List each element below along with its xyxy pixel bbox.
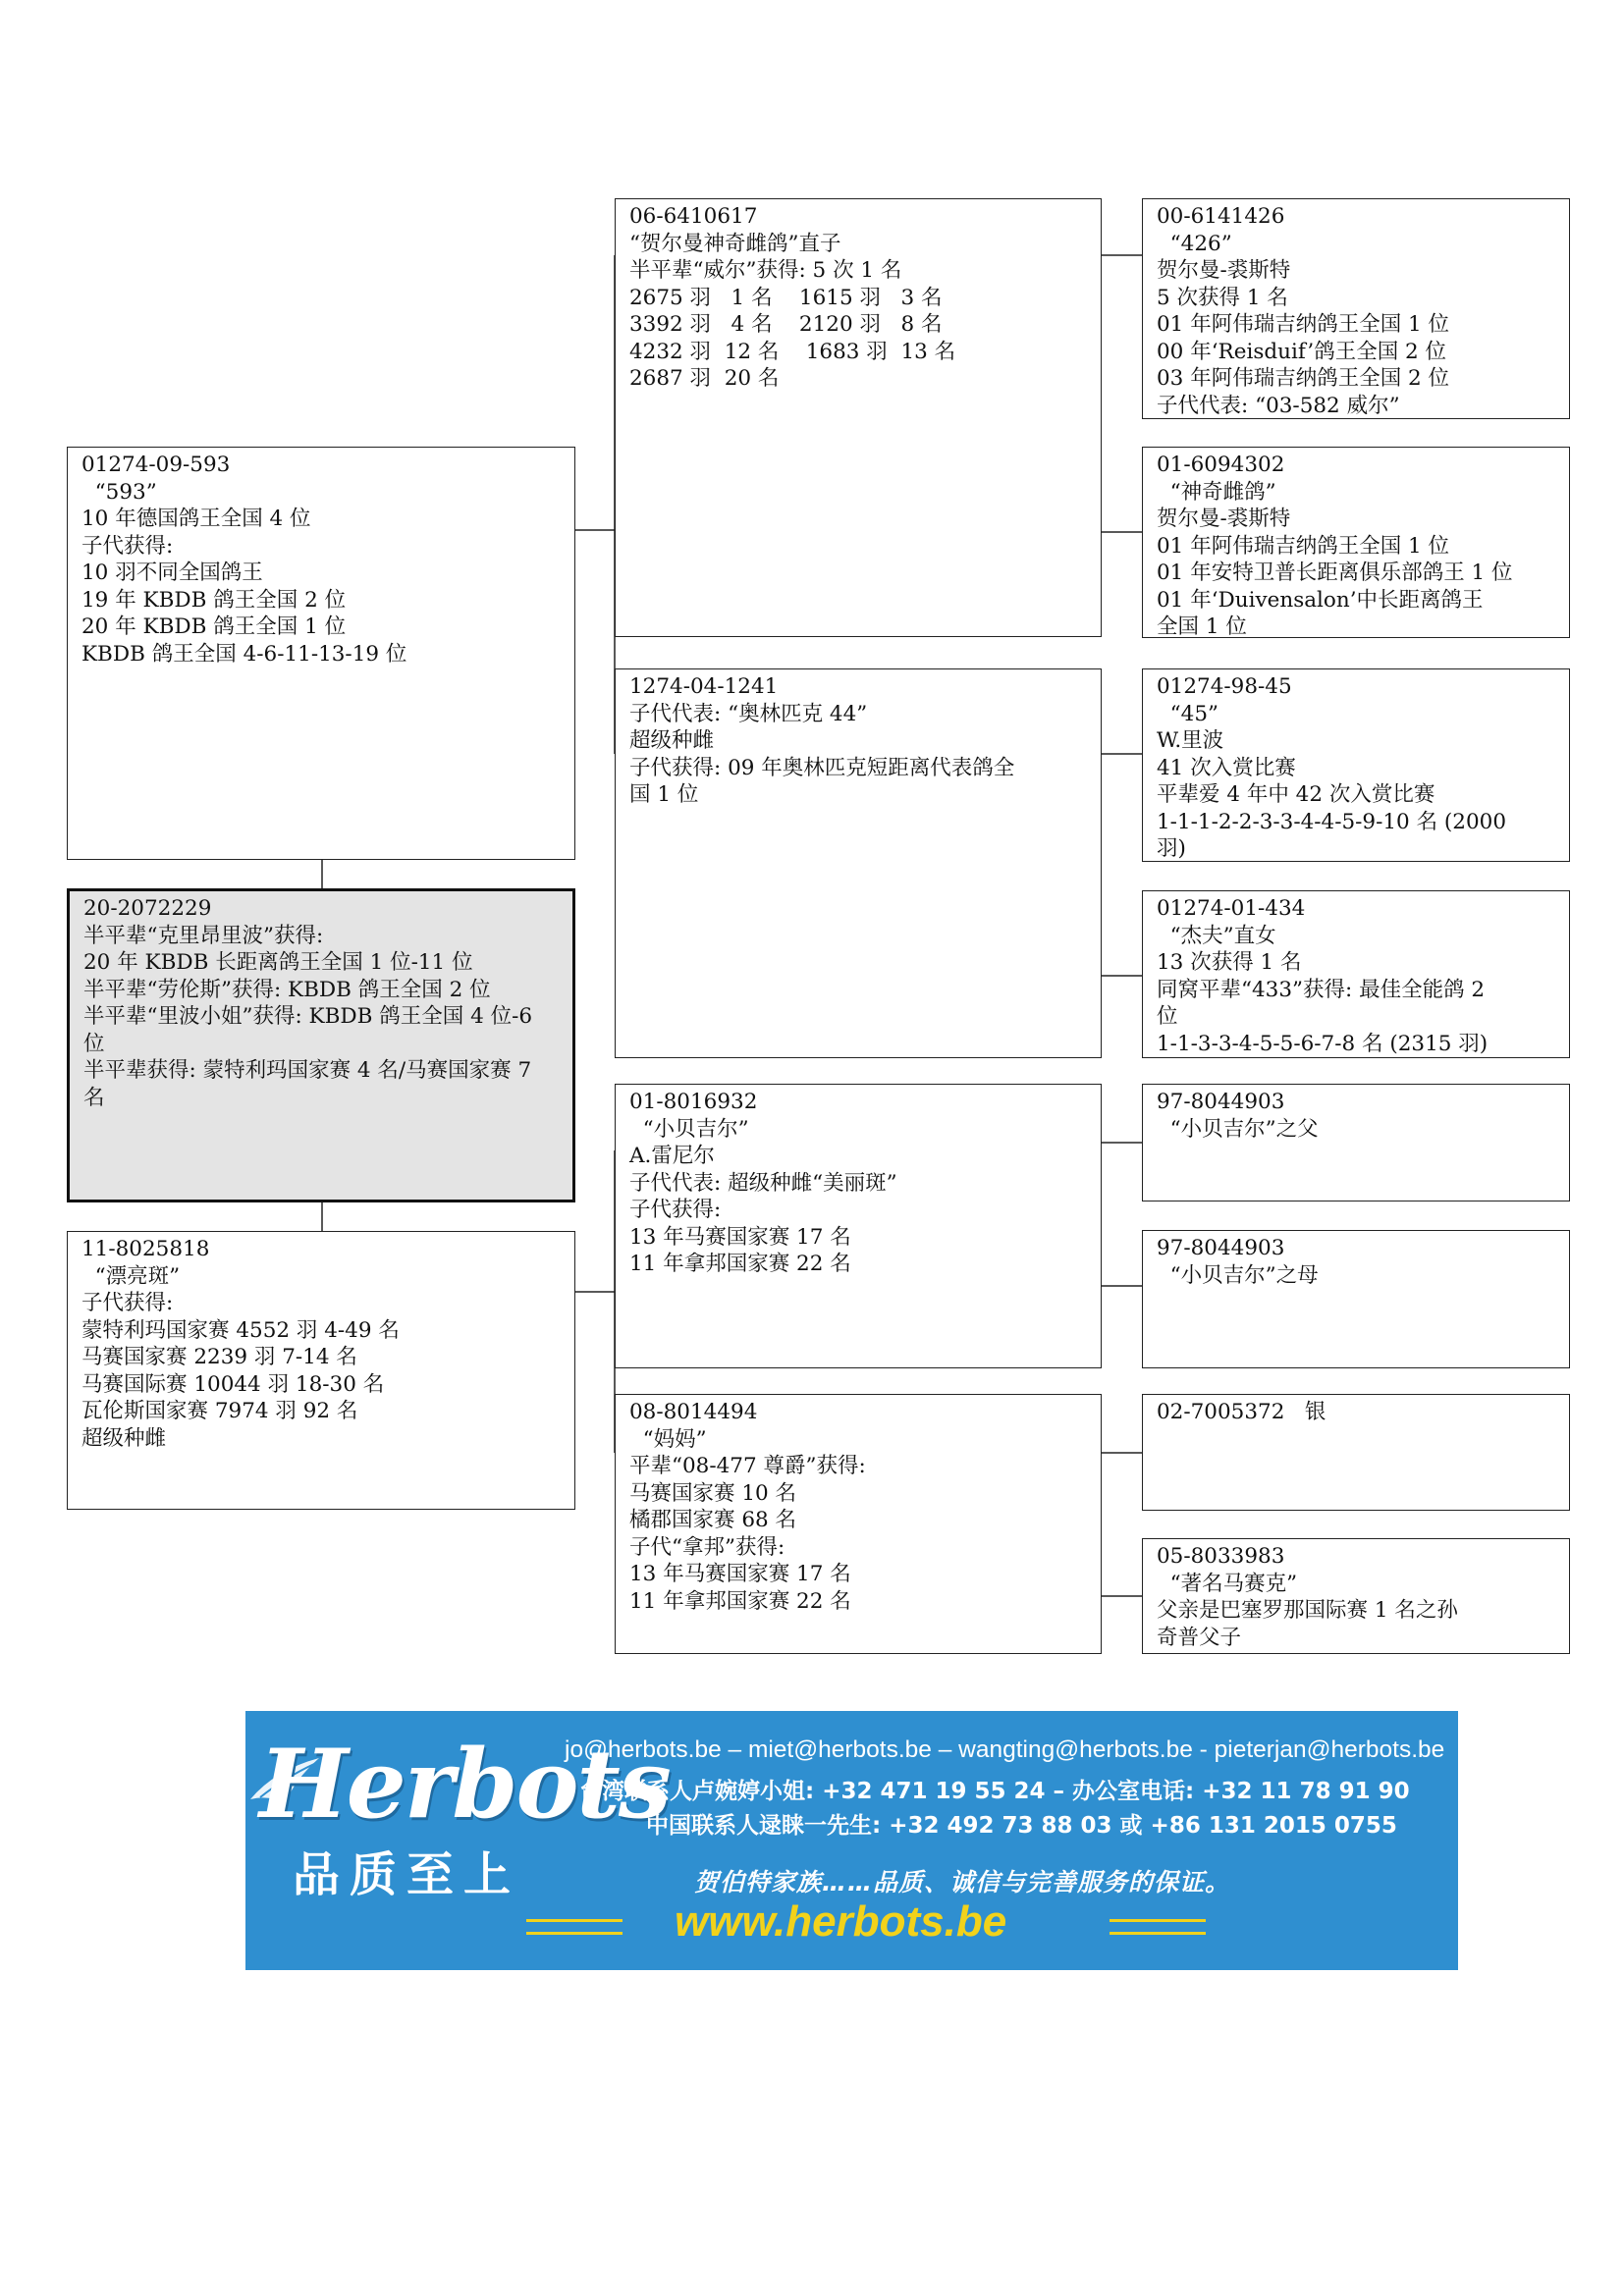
pedigree-line: 半平辈“威尔”获得: 5 次 1 名	[629, 258, 902, 283]
pedigree-line: 同窝平辈“433”获得: 最佳全能鸽 2	[1157, 977, 1486, 1002]
pedigree-line: 01274-01-434	[1157, 896, 1306, 921]
pedigree-line: 半平辈“劳伦斯”获得: KBDB 鸽王全国 2 位	[83, 977, 491, 1002]
dam-box	[67, 1231, 575, 1510]
decorative-rule-left	[526, 1919, 623, 1935]
pedigree-line: 11 年拿邦国家赛 22 名	[629, 1588, 851, 1614]
pedigree-line: 奇普父子	[1157, 1625, 1242, 1650]
pedigree-line: “小贝吉尔”之父	[1157, 1116, 1319, 1142]
pedigree-line: 01 年阿伟瑞吉纳鸽王全国 1 位	[1157, 533, 1450, 559]
pedigree-line: 05-8033983	[1157, 1544, 1285, 1569]
pedigree-line: 马赛国家赛 2239 羽 7-14 名	[81, 1345, 357, 1369]
pedigree-line: 蒙特利玛国家赛 4552 羽 4-49 名	[81, 1317, 400, 1343]
pedigree-line: “小贝吉尔”之母	[1157, 1262, 1319, 1288]
pedigree-line: 1-1-3-3-4-5-5-6-7-8 名 (2315 羽)	[1157, 1031, 1489, 1056]
pedigree-line: “杰夫”直女	[1157, 923, 1276, 948]
dsd-box	[1142, 1230, 1570, 1368]
pedigree-line: 06-6410617	[629, 204, 758, 229]
decorative-rule-right	[1110, 1919, 1206, 1935]
pedigree-line: 01-8016932	[629, 1090, 758, 1114]
sire-box	[67, 447, 575, 860]
dam-sire-box	[615, 1084, 1102, 1368]
sire-dam-box	[615, 668, 1102, 1058]
pedigree-line: 01 年‘Duivensalon’中长距离鸽王	[1157, 587, 1484, 613]
pedigree-line: 13 次获得 1 名	[1157, 950, 1302, 975]
pedigree-line: 子代获得: 09 年奥林匹克短距离代表鸽全	[629, 755, 1015, 780]
sdd-box	[1142, 890, 1570, 1058]
pedigree-line: KBDB 鸽王全国 4-6-11-13-19 位	[81, 641, 407, 667]
pedigree-line: 20 年 KBDB 鸽王全国 1 位	[81, 614, 347, 639]
pedigree-line: 10 羽不同全国鸽王	[81, 561, 263, 585]
pedigree-line: 13 年马赛国家赛 17 名	[629, 1224, 851, 1250]
pedigree-line: 贺尔曼-裘斯特	[1157, 258, 1291, 283]
pedigree-line: 橘郡国家赛 68 名	[629, 1508, 797, 1532]
pedigree-line: 父亲是巴塞罗那国际赛 1 名之孙	[1157, 1598, 1458, 1623]
pedigree-line: 子代获得:	[629, 1198, 722, 1222]
pedigree-line: “贺尔曼神奇雌鸽”直子	[629, 231, 841, 256]
pedigree-line: W.里波	[1157, 728, 1224, 753]
pedigree-line: 01-6094302	[1157, 453, 1285, 477]
pedigree-line: 01274-09-593	[81, 453, 231, 477]
pedigree-line: 子代“拿邦”获得:	[629, 1534, 785, 1560]
pedigree-line: 00 年‘Reisduif’鸽王全国 2 位	[1157, 339, 1447, 364]
pedigree-line: 5 次获得 1 名	[1157, 285, 1288, 310]
pedigree-line: 国 1 位	[629, 782, 699, 807]
herbots-banner	[245, 1711, 1458, 1970]
pedigree-line: 子代代表: 超级种雌“美丽斑”	[629, 1170, 897, 1196]
pedigree-line: “426”	[1157, 231, 1232, 256]
banner-tagline: 贺伯特家族……品质、诚信与完善服务的保证。	[694, 1868, 1231, 1896]
pedigree-line: 子代获得:	[81, 533, 174, 559]
pedigree-line: 超级种雌	[629, 728, 715, 753]
pedigree-line: 羽)	[1157, 836, 1186, 861]
ddd-box	[1142, 1538, 1570, 1654]
pedigree-line: “神奇雌鸽”	[1157, 479, 1276, 505]
pedigree-line: 子代获得:	[81, 1291, 174, 1315]
pedigree-line: 4232 羽 12 名 1683 羽 13 名	[629, 339, 956, 364]
pedigree-line: 00-6141426	[1157, 204, 1285, 229]
contact-china: 中国联系人逯睐一先生: +32 492 73 88 03 或 +86 131 2015 0755	[646, 1813, 1397, 1839]
pedigree-line: 1274-04-1241	[629, 674, 779, 699]
pedigree-line: 位	[1157, 1004, 1178, 1029]
pedigree-line: 01274-98-45	[1157, 674, 1292, 699]
sire-sire-box	[615, 198, 1102, 637]
pedigree-line: A.雷尼尔	[629, 1144, 715, 1168]
sds-box	[1142, 668, 1570, 862]
pedigree-line: “妈妈”	[629, 1426, 707, 1452]
contact-emails[interactable]: jo@herbots.be – miet@herbots.be – wangting@herbots.be - pieterjan@herbots.be	[565, 1736, 1445, 1763]
dss-box	[1142, 1084, 1570, 1201]
pedigree-line: 超级种雌	[81, 1425, 167, 1451]
pedigree-line: 20 年 KBDB 长距离鸽王全国 1 位-11 位	[83, 950, 473, 975]
brand-logo: Herbots	[259, 1729, 670, 1840]
pedigree-line: 2675 羽 1 名 1615 羽 3 名	[629, 285, 943, 310]
pedigree-line: 11 年拿邦国家赛 22 名	[629, 1252, 851, 1276]
pedigree-line: 1-1-1-2-2-3-3-4-4-5-9-10 名 (2000	[1157, 809, 1507, 834]
sss-box	[1142, 198, 1570, 419]
pedigree-line: 13 年马赛国家赛 17 名	[629, 1562, 851, 1586]
pedigree-line: 半平辈“里波小姐”获得: KBDB 鸽王全国 4 位-6 位	[83, 1004, 539, 1056]
pedigree-line: 01 年阿伟瑞吉纳鸽王全国 1 位	[1157, 312, 1450, 337]
pedigree-line: 08-8014494	[629, 1400, 758, 1424]
pedigree-line: 马赛国际赛 10044 羽 18-30 名	[81, 1371, 385, 1397]
contact-taiwan: 台湾联系人卢婉婷小姐: +32 471 19 55 24 – 办公室电话: +32 11 78 91 90	[579, 1779, 1410, 1804]
pedigree-line: 2687 羽 20 名	[629, 366, 780, 391]
pedigree-line: 半平辈“克里昂里波”获得:	[83, 923, 324, 948]
pedigree-line: 02-7005372 银	[1157, 1400, 1326, 1424]
pedigree-line: “漂亮斑”	[81, 1263, 181, 1289]
pedigree-line: 19 年 KBDB 鸽王全国 2 位	[81, 587, 347, 613]
pedigree-line: 瓦伦斯国家赛 7974 羽 92 名	[81, 1399, 358, 1423]
pedigree-line: 子代代表: “03-582 威尔”	[1157, 393, 1400, 418]
pedigree-line: 41 次入赏比赛	[1157, 755, 1296, 780]
pedigree-line: 10 年德国鸽王全国 4 位	[81, 507, 311, 531]
pedigree-line: 3392 羽 4 名 2120 羽 8 名	[629, 312, 943, 337]
pedigree-line: 平辈“08-477 尊爵”获得:	[629, 1454, 866, 1478]
pedigree-line: “小贝吉尔”	[629, 1116, 749, 1142]
pedigree-line: “45”	[1157, 701, 1219, 726]
pedigree-line: 贺尔曼-裘斯特	[1157, 507, 1291, 531]
pedigree-line: “593”	[81, 479, 157, 505]
pedigree-line: 97-8044903	[1157, 1090, 1285, 1114]
pedigree-line: 平辈爱 4 年中 42 次入赏比赛	[1157, 782, 1435, 807]
pedigree-line: 子代代表: “奥林匹克 44”	[629, 701, 868, 726]
pedigree-line: 20-2072229	[83, 896, 212, 921]
pedigree-line: 半平辈获得: 蒙特利玛国家赛 4 名/马赛国家赛 7 名	[83, 1058, 539, 1110]
pedigree-line: “著名马赛克”	[1157, 1571, 1298, 1596]
pedigree-line: 全国 1 位	[1157, 614, 1247, 638]
brand-slogan: 品质至上	[293, 1847, 521, 1902]
website-link[interactable]: www.herbots.be	[675, 1897, 1007, 1946]
pedigree-line: 03 年阿伟瑞吉纳鸽王全国 2 位	[1157, 366, 1450, 391]
pedigree-line: 01 年安特卫普长距离俱乐部鸽王 1 位	[1157, 561, 1513, 585]
pedigree-line: 11-8025818	[81, 1237, 210, 1261]
dds-box	[1142, 1394, 1570, 1511]
ssd-box	[1142, 447, 1570, 638]
pedigree-line: 97-8044903	[1157, 1236, 1285, 1260]
dam-dam-box	[615, 1394, 1102, 1654]
pedigree-line: 马赛国家赛 10 名	[629, 1480, 797, 1506]
subject-box	[67, 888, 575, 1202]
